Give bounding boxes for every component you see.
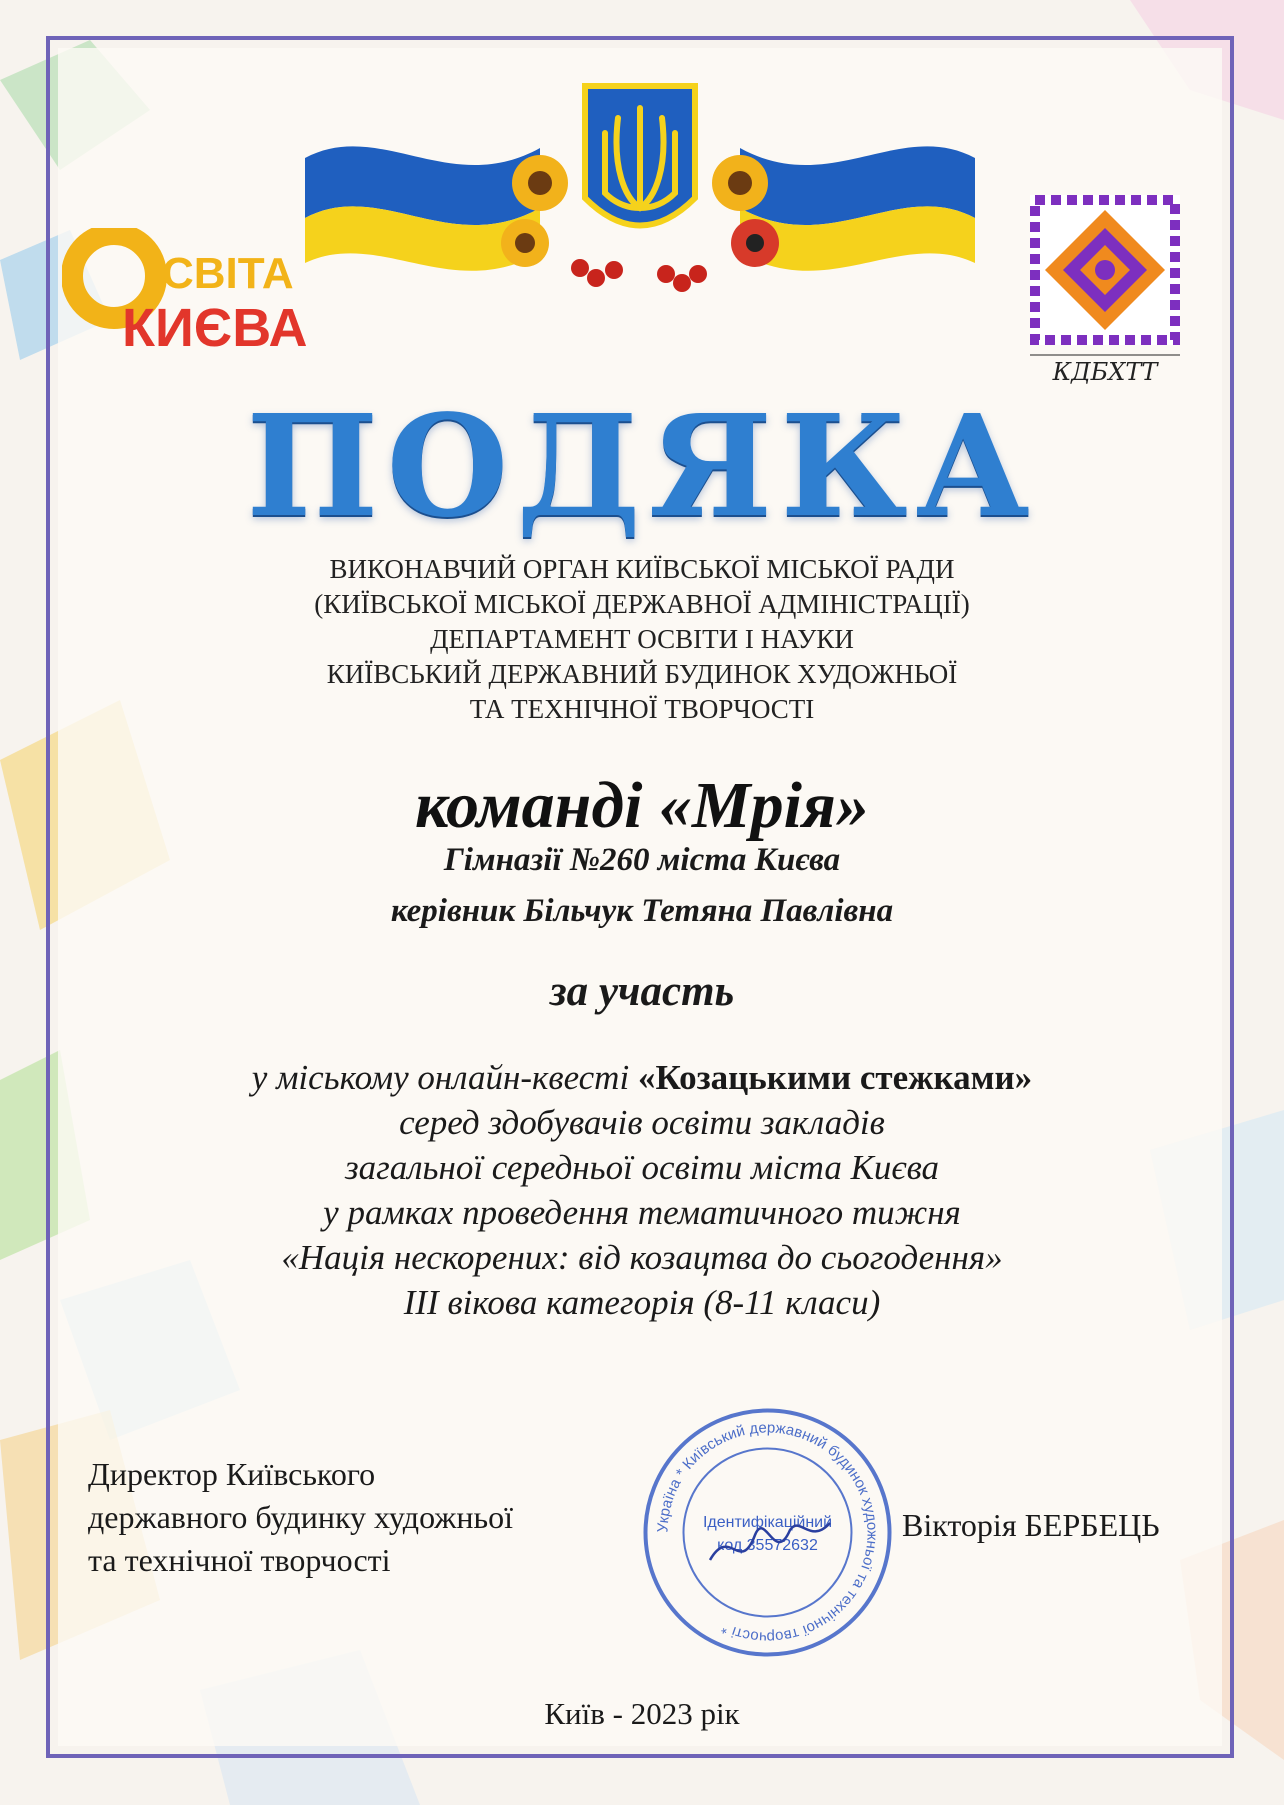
stamp-id-label: Ідентифікаційний [702, 1514, 833, 1531]
osvita-kyieva-logo [62, 228, 352, 358]
org-line: ДЕПАРТАМЕНТ ОСВІТИ І НАУКИ [430, 624, 854, 654]
ukraine-emblem-ribbon [300, 78, 980, 293]
org-line: КИЇВСЬКИЙ ДЕРЖАВНИЙ БУДИНОК ХУДОЖНЬОЇ [326, 659, 958, 689]
svg-text:КИЄВА: КИЄВА [122, 298, 308, 358]
description-line [0, 1055, 1284, 1100]
recipient-team: команді «Мрія» [415, 769, 869, 842]
org-line: (КИЇВСЬКОЇ МІСЬКОЇ ДЕРЖАВНОЇ АДМІНІСТРАЦІЇ) [314, 589, 970, 619]
award-description [0, 1055, 1284, 1325]
certificate-title: ПОДЯКА [246, 385, 1038, 549]
award-reason: за участь [549, 968, 735, 1015]
quest-name: «Козацькими стежками» [637, 1058, 1033, 1097]
stamp-ring-text: Україна * Київський державний будинок художньої та технічної творчості * [654, 1419, 881, 1646]
org-line: ТА ТЕХНІЧНОЇ ТВОРЧОСТІ [469, 694, 815, 724]
signatory-role [88, 1453, 513, 1582]
role-line: та технічної творчості [88, 1542, 391, 1578]
org-line: ВИКОНАВЧИЙ ОРГАН КИЇВСЬКОЇ МІСЬКОЇ РАДИ [329, 554, 955, 584]
kdbhtt-logo [1025, 190, 1185, 390]
official-stamp [640, 1405, 895, 1660]
role-line: Директор Київського [88, 1456, 376, 1492]
place-and-year: Київ - 2023 рік [544, 1696, 740, 1731]
description-line: у рамках проведення тематичного тижня [323, 1193, 961, 1232]
description-line: серед здобувачів освіти закладів [399, 1103, 885, 1142]
description-line: III вікова категорія (8-11 класи) [403, 1283, 881, 1322]
description-line: загальної середньої освіти міста Києва [344, 1148, 940, 1187]
recipient-leader: керівник Більчук Тетяна Павлівна [390, 893, 894, 929]
organization-block [0, 552, 1284, 727]
stamp-id-code: код 35572632 [717, 1537, 818, 1554]
recipient-school: Гімназії №260 міста Києва [443, 842, 841, 878]
svg-text:СВІТА: СВІТА [162, 249, 294, 298]
description-prefix: у міському онлайн-квесті [251, 1058, 638, 1097]
signatory-name: Вікторія БЕРБЕЦЬ [902, 1507, 1160, 1543]
role-line: державного будинку художньої [88, 1499, 513, 1535]
description-line: «Нація нескорених: від козацтва до сьогодення» [281, 1238, 1003, 1277]
svg-text:КДБХТТ: КДБХТТ [1052, 358, 1158, 386]
